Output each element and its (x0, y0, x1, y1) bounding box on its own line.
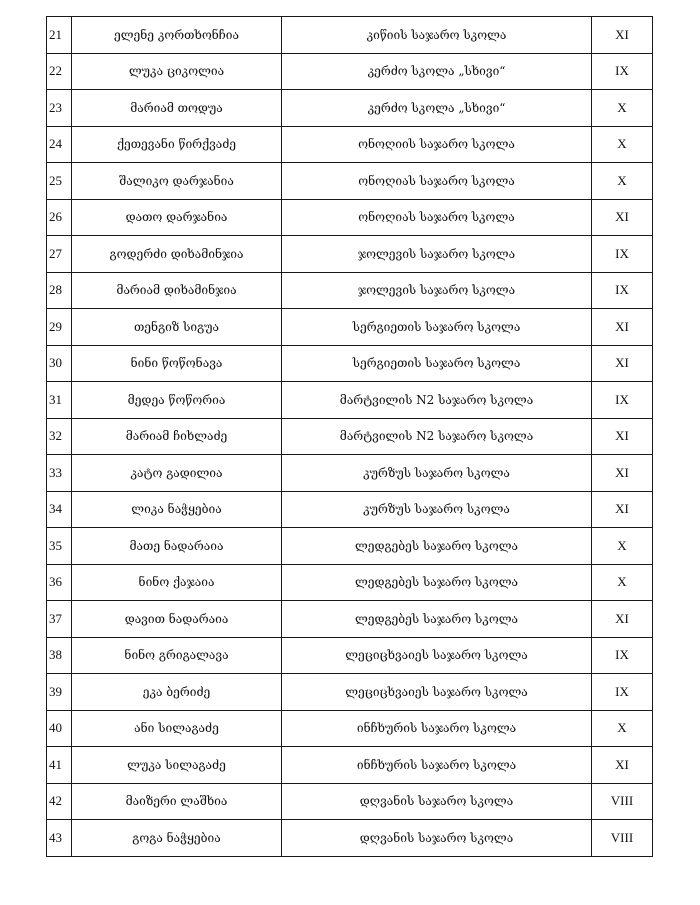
student-name-cell: ნინო ქაჯაია (72, 564, 282, 601)
student-name-cell: ელენე კორთხონჩია (72, 17, 282, 54)
table-row (47, 710, 653, 747)
row-number-cell: 32 (47, 418, 72, 455)
row-number-cell: 35 (47, 528, 72, 565)
school-name-cell: ჯოლევის საჯარო სკოლა (282, 236, 592, 273)
table-row (47, 455, 653, 492)
school-name-cell: სერგიეთის საჯარო სკოლა (282, 309, 592, 346)
school-name-cell: სერგიეთის საჯარო სკოლა (282, 345, 592, 382)
student-name-cell: მაიზერი ლაშხია (72, 783, 282, 820)
table-row (47, 601, 653, 638)
school-name-cell: კურზუს საჯარო სკოლა (282, 455, 592, 492)
table-row (47, 528, 653, 565)
school-name-cell: კურზუს საჯარო სკოლა (282, 491, 592, 528)
table-row (47, 17, 653, 54)
table-row (47, 564, 653, 601)
school-name-cell: ინჩხურის საჯარო სკოლა (282, 747, 592, 784)
school-name-cell: მარტვილის N2 საჯარო სკოლა (282, 418, 592, 455)
student-name-cell: კატო გადილია (72, 455, 282, 492)
table-row (47, 199, 653, 236)
student-name-cell: მარიამ თოდუა (72, 90, 282, 127)
table-row (47, 345, 653, 382)
grade-cell: VIII (592, 820, 653, 857)
participants-table (46, 16, 653, 857)
student-name-cell: მარიამ დიხამინჯია (72, 272, 282, 309)
school-name-cell: ლედგებეს საჯარო სკოლა (282, 564, 592, 601)
grade-cell: XI (592, 747, 653, 784)
row-number-cell: 33 (47, 455, 72, 492)
student-name-cell: შალიკო დარჯანია (72, 163, 282, 200)
row-number-cell: 42 (47, 783, 72, 820)
table-row (47, 418, 653, 455)
student-name-cell: გოდერძი დიხამინჯია (72, 236, 282, 273)
grade-cell: X (592, 710, 653, 747)
student-name-cell: ლუკა სილაგაძე (72, 747, 282, 784)
student-name-cell: გოგა ნაჭყებია (72, 820, 282, 857)
row-number-cell: 34 (47, 491, 72, 528)
school-name-cell: ლედგებეს საჯარო სკოლა (282, 601, 592, 638)
row-number-cell: 21 (47, 17, 72, 54)
row-number-cell: 41 (47, 747, 72, 784)
school-name-cell: დღვანის საჯარო სკოლა (282, 820, 592, 857)
table-row (47, 90, 653, 127)
grade-cell: IX (592, 382, 653, 419)
table-row (47, 53, 653, 90)
table-row (47, 637, 653, 674)
grade-cell: X (592, 564, 653, 601)
table-row (47, 163, 653, 200)
row-number-cell: 26 (47, 199, 72, 236)
student-name-cell: მედეა წოწორია (72, 382, 282, 419)
school-name-cell: კერძო სკოლა „სხივი“ (282, 53, 592, 90)
row-number-cell: 24 (47, 126, 72, 163)
grade-cell: IX (592, 272, 653, 309)
table-row (47, 783, 653, 820)
school-name-cell: მარტვილის N2 საჯარო სკოლა (282, 382, 592, 419)
grade-cell: XI (592, 418, 653, 455)
row-number-cell: 40 (47, 710, 72, 747)
grade-cell: XI (592, 345, 653, 382)
grade-cell: IX (592, 53, 653, 90)
school-name-cell: ლეციცხვაიეს საჯარო სკოლა (282, 637, 592, 674)
school-name-cell: დღვანის საჯარო სკოლა (282, 783, 592, 820)
table-row (47, 491, 653, 528)
student-name-cell: დათო დარჯანია (72, 199, 282, 236)
student-name-cell: მათე ნადარაია (72, 528, 282, 565)
table-body (47, 17, 653, 857)
grade-cell: XI (592, 199, 653, 236)
grade-cell: X (592, 90, 653, 127)
student-name-cell: მარიამ ჩიხლაძე (72, 418, 282, 455)
grade-cell: X (592, 126, 653, 163)
student-name-cell: თენგიზ სიგუა (72, 309, 282, 346)
grade-cell: XI (592, 601, 653, 638)
grade-cell: X (592, 163, 653, 200)
table-row (47, 747, 653, 784)
table-row (47, 126, 653, 163)
student-name-cell: ნინი წოწონავა (72, 345, 282, 382)
grade-cell: IX (592, 236, 653, 273)
row-number-cell: 22 (47, 53, 72, 90)
school-name-cell: კიწიის საჯარო სკოლა (282, 17, 592, 54)
school-name-cell: ჯოლევის საჯარო სკოლა (282, 272, 592, 309)
row-number-cell: 27 (47, 236, 72, 273)
student-name-cell: ნინო გრიგალავა (72, 637, 282, 674)
row-number-cell: 30 (47, 345, 72, 382)
school-name-cell: ლედგებეს საჯარო სკოლა (282, 528, 592, 565)
grade-cell: XI (592, 309, 653, 346)
school-name-cell: ონოღიას საჯარო სკოლა (282, 199, 592, 236)
row-number-cell: 31 (47, 382, 72, 419)
row-number-cell: 28 (47, 272, 72, 309)
student-name-cell: ქეთევანი წირქვაძე (72, 126, 282, 163)
row-number-cell: 39 (47, 674, 72, 711)
row-number-cell: 23 (47, 90, 72, 127)
row-number-cell: 29 (47, 309, 72, 346)
student-name-cell: ანი სილაგაძე (72, 710, 282, 747)
grade-cell: IX (592, 637, 653, 674)
grade-cell: XI (592, 17, 653, 54)
table-row (47, 674, 653, 711)
table-row (47, 236, 653, 273)
grade-cell: XI (592, 491, 653, 528)
student-name-cell: ეკა ბერიძე (72, 674, 282, 711)
grade-cell: IX (592, 674, 653, 711)
school-name-cell: ონოღიას საჯარო სკოლა (282, 163, 592, 200)
row-number-cell: 38 (47, 637, 72, 674)
table-row (47, 272, 653, 309)
row-number-cell: 36 (47, 564, 72, 601)
student-name-cell: ლიკა ნაჭყებია (72, 491, 282, 528)
table-row (47, 309, 653, 346)
row-number-cell: 37 (47, 601, 72, 638)
student-name-cell: დავით ნადარაია (72, 601, 282, 638)
table-row (47, 820, 653, 857)
student-name-cell: ლუკა ციკოლია (72, 53, 282, 90)
grade-cell: VIII (592, 783, 653, 820)
school-name-cell: ინჩხურის საჯარო სკოლა (282, 710, 592, 747)
school-name-cell: კერძო სკოლა „სხივი“ (282, 90, 592, 127)
grade-cell: X (592, 528, 653, 565)
grade-cell: XI (592, 455, 653, 492)
school-name-cell: ონოღიის საჯარო სკოლა (282, 126, 592, 163)
row-number-cell: 43 (47, 820, 72, 857)
table-row (47, 382, 653, 419)
row-number-cell: 25 (47, 163, 72, 200)
school-name-cell: ლეციცხვაიეს საჯარო სკოლა (282, 674, 592, 711)
